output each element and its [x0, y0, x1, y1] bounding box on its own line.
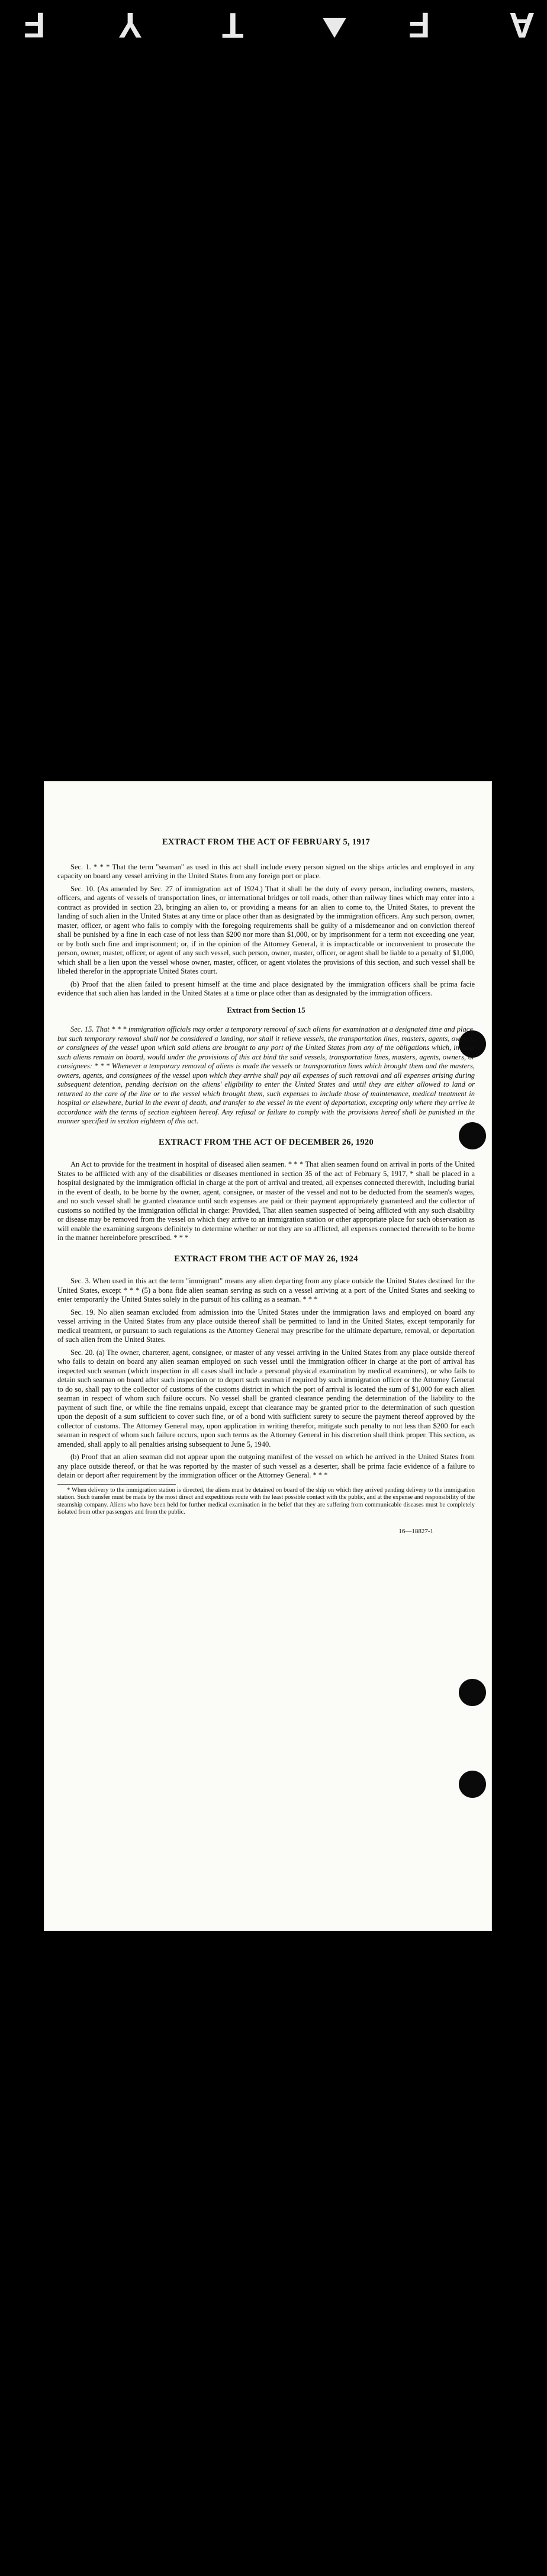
paragraph: Sec. 19. No alien seaman excluded from admission into the United States under the immigration laws and employed on board any vessel arriving in the United States from any place outside thereof shall be permitted to land in the United States, except temporarily for medical treatment, or pursuant to such regulations as the Attorney General may prescribe for the ultimate departure, removal, or deportation of such alien from the United States.	[57, 1308, 475, 1344]
paragraph: Sec. 1. * * * That the term "seaman" as used in this act shall include every person signed on the ships articles and employed in any capacity on board any vessel arriving in the United States from any foreign port or place.	[57, 862, 475, 880]
paragraph: (b) Proof that an alien seaman did not appear upon the outgoing manifest of the vessel on which he arrived in the United States from any place outside thereof, or that he was reported by the master of such vessel as a deserter, shall be prima facie evidence of a failure to detain or deport after requirement by the immigration officer or the Attorney General. * * *	[57, 1453, 475, 1479]
film-edge-letter: A	[509, 5, 535, 45]
punch-hole	[459, 1679, 486, 1706]
film-edge-letter: F	[408, 5, 430, 45]
punch-hole	[459, 1771, 486, 1798]
section-subtitle: Extract from Section 15	[227, 1005, 305, 1014]
section-title: EXTRACT FROM THE ACT OF FEBRUARY 5, 1917	[162, 837, 371, 847]
film-edge-letter: T	[222, 5, 244, 45]
imprint-code: 16—18827-1	[398, 1527, 433, 1535]
film-edge-triangle-icon	[323, 18, 346, 38]
document-text	[57, 838, 475, 1536]
footnote: * When delivery to the immigration station is directed, the aliens must be detained on board of the ship on which they arrived pending delivery to the immigration station. Such transfer must be made by the most direct and expeditious route with the least possible contact with the public, and at the expense and responsibility of the steamship company. Aliens who have been held for further medical examination in the belief that they are suffering from communicable diseases must be completely isolated from other passengers and from the public.	[57, 1486, 475, 1515]
film-edge-letter: Y	[118, 5, 143, 45]
paragraph: (b) Proof that the alien failed to present himself at the time and place designated by the immigration officers shall be prima facie evidence that such alien has landed in the United States at a time or place other than as designated by the immigration officers.	[57, 979, 475, 997]
paragraph: Sec. 3. When used in this act the term "immigrant" means any alien departing from any place outside the United States destined for the United States, except * * * (5) a bona fide alien seaman serving as such on a vessel arriving at a port of the United States and seeking to enter temporarily the United States solely in the pursuit of his calling as a seaman. * * *	[57, 1277, 475, 1303]
paragraph: Sec. 20. (a) The owner, charterer, agent, consignee, or master of any vessel arriving in the United States from any place outside thereof who fails to detain on board any alien seaman employed on such vessel until the immigration officer in charge at the port of arrival has inspected such seaman (which inspection in all cases shall include a personal physical examination by medical examiners), or who fails to detain such seaman on board after such inspection or to deport such seaman if required by such immigration officer or the Attorney General to do so, shall pay to the collector of customs of the customs district in which the port of arrival is located the sum of $1,000 for each alien seaman in respect of whom such failure occurs. No vessel shall be granted clearance pending the determination of the liability to the payment of such fine, or while the fine remains unpaid, except that clearance may be granted prior to the determination of such question upon the deposit of a sum sufficient to cover such fine, or of a bond with sufficient surety to secure the payment thereof approved by the collector of customs. The Attorney General may, upon application in writing therefor, mitigate such penalty to not less than $200 for each seaman in respect of whom such failure occurs, upon such terms as the Attorney General in his discretion shall think proper. This section, as amended, shall apply to all penalties arising subsequent to June 5, 1940.	[57, 1348, 475, 1448]
paragraph: Sec. 15. That * * * immigration officials may order a temporary removal of such aliens for examination at a designated time and place, but such temporary removal shall not be considered a landing, nor shall it relieve vessels, the transportation lines, masters, agents, owners, or consignees of the vessel upon which said aliens are brought to any port of the United States from any of the obligations which, in case such aliens remain on board, would under the provisions of this act bind the said vessels, transportation lines, masters, agents, owners, or consignees: * * * Whenever a temporary removal of aliens is made the vessels or transportation lines which brought them and the masters, owners, agents, and consignees of the vessel upon which they arrive shall pay all expenses of such removal and all expenses arising during subsequent detention, pending decision on the aliens' eligibility to enter the United States and until they are either allowed to land or returned to the care of the line or to the vessel which brought them, such expenses to include those of maintenance, medical treatment in hospital or elsewhere, burial in the event of death, and transfer to the vessel in the event of deportation, excepting only where they arrive in accordance with the terms of section eighteen hereof. Any refusal or failure to comply with the provisions hereof shall be punished in the manner specified in section eighteen of this act.	[57, 1025, 475, 1125]
paragraph: An Act to provide for the treatment in hospital of diseased alien seamen. * * * That alien seamen found on arrival in ports of the United States to be afflicted with any of the disabilities or diseases mentioned in section 35 of the act of February 5, 1917, * shall be placed in a hospital designated by the immigration official in charge at the port of arrival and treated, all expenses connected therewith, including burial in the event of death, to be borne by the owner, agent, consignee, or master of the vessel and not to be deducted from the seamen's wages, and no such vessel shall be granted clearance until such expenses are paid or their payment appropriately guaranteed and the collector of customs so notified by the immigration official in charge: Provided, That alien seamen suspected of being afflicted with any such disability or disease may be removed from the vessel on which they arrive to an immigration station or other appropriate place for such observation as will enable the examining surgeons definitely to determine whether or not they are so afflicted, all expenses connected therewith to be borne in the manner hereinbefore prescribed. * * *	[57, 1160, 475, 1242]
section-title: EXTRACT FROM THE ACT OF MAY 26, 1924	[174, 1254, 358, 1264]
film-edge	[0, 0, 547, 65]
section-title: EXTRACT FROM THE ACT OF DECEMBER 26, 1920	[158, 1137, 374, 1147]
footnote-rule	[57, 1484, 475, 1517]
paragraph: Sec. 10. (As amended by Sec. 27 of immigration act of 1924.) That it shall be the duty of every person, including owners, masters, officers, and agents of vessels of transportation lines, or international bridges or toll roads, other than railway lines which may enter into a contract as provided in section 23, bringing an alien to, or providing a means for an alien to come to, the United States, to prevent the landing of such alien in the United States at any time or place other than as designated by the immigration officers. Any such person, owner, master, officer, or agent who fails to comply with the foregoing requirements shall be guilty of a misdemeanor and on conviction thereof shall be punished by a fine in each case of not less than $200 nor more than $1,000, or by imprisonment for a term not exceeding one year, or by both such fine and imprisonment; or, if in the opinion of the Attorney General, it is impracticable or inconvenient to prosecute the person, owner, master, officer, or agent of any such vessel, such person, owner, master, officer, or agent shall be liable to a penalty of $1,000, which shall be a lien upon the vessel whose owner, master, officer, or agent violates the provisions of this section, and such vessel shall be libeled therefor in the appropriate United States court.	[57, 884, 475, 975]
film-edge-letter: F	[24, 5, 46, 45]
document-page	[44, 782, 491, 1931]
